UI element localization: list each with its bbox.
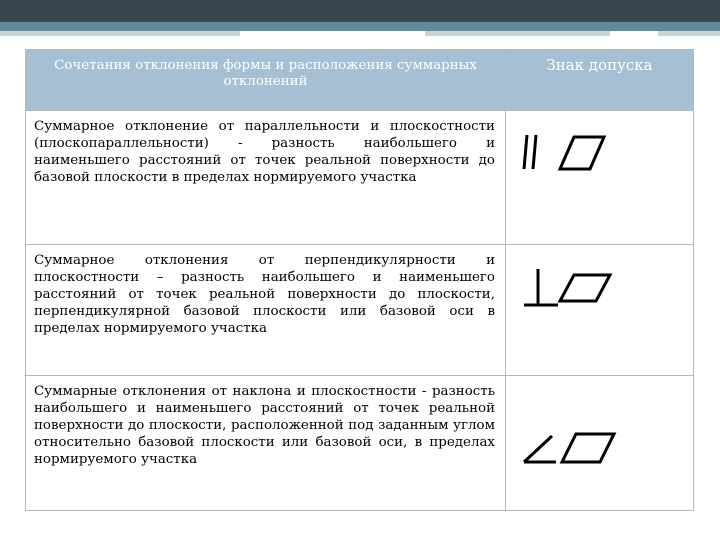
table-row [26, 111, 694, 245]
slide-stripe-gap [610, 31, 658, 36]
tolerance-sign-cell [506, 376, 694, 511]
tolerance-table [25, 49, 694, 511]
row-description: Суммарные отклонения от наклона и плоскостности - разность наибольшего и наименьшего расстояний от точек реальной поверхности до плоскости, расположенной под заданным углом относительно базовой плоскости или базовой оси, в пределах нормируемого участка [26, 376, 506, 511]
row-description: Суммарное отклонение от параллельности и плоскостности (плоскопараллельности) - разность наибольшего и наименьшего расстояний от точек реальной поверхности до базовой плоскости в пределах нормируемого участка [26, 111, 506, 245]
angularity-flatness-icon [506, 376, 692, 511]
header-combination: Сочетания отклонения формы и расположения суммарных отклонений [26, 50, 506, 111]
tolerance-sign-cell [506, 245, 694, 376]
slide-stripe-gap [240, 31, 425, 36]
table-row [26, 245, 694, 376]
row-description: Суммарное отклонения от перпендикулярности и плоскостности – разность наибольшего и наименьшего расстояний от точек реальной поверхности до плоскости, перпендикулярной базовой плоскости или базовой оси в пределах нормируемого участка [26, 245, 506, 376]
tolerance-sign-cell [506, 111, 694, 245]
table-row [26, 376, 694, 511]
slide-top-bar [0, 0, 720, 22]
table-header-row [26, 50, 694, 111]
perpendicularity-flatness-icon [506, 245, 692, 376]
header-sign: Знак допуска [506, 50, 694, 111]
slide-accent-bar [0, 22, 720, 31]
parallelism-flatness-icon [506, 111, 692, 245]
